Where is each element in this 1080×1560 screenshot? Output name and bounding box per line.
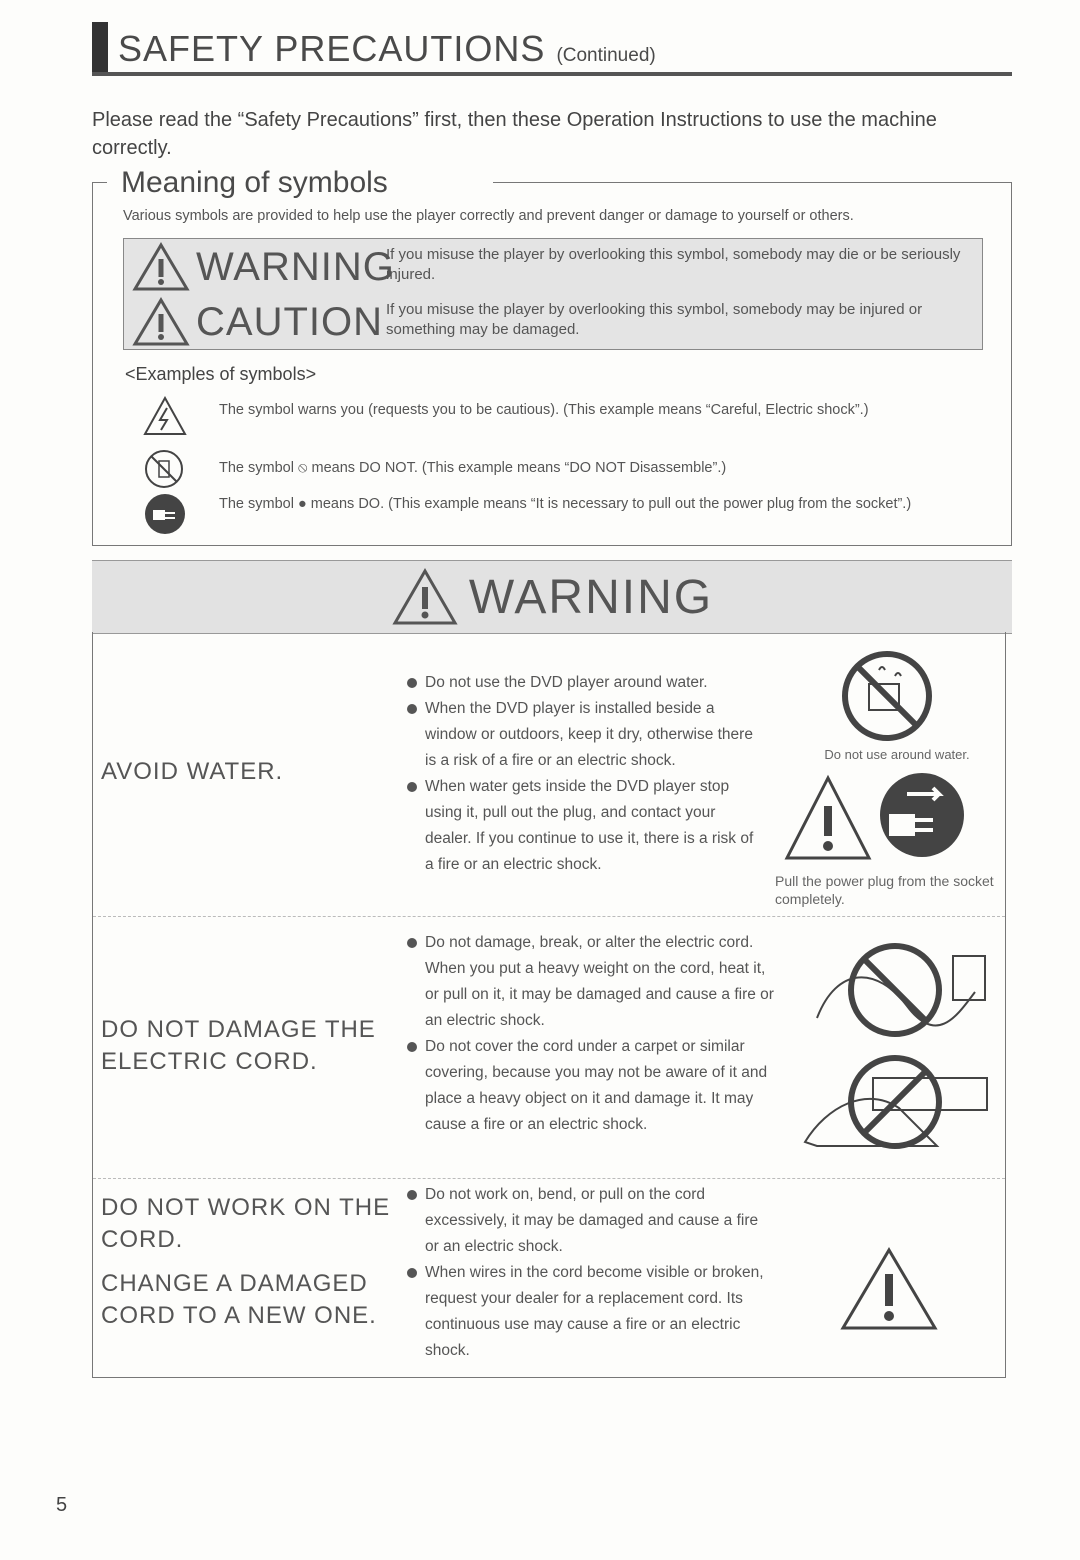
example-text-mandatory [219,494,989,514]
section-title-line: DO NOT DAMAGE THE [101,1016,376,1043]
bullet-item: When the DVD player is installed beside a window or outdoors, keep it dry, otherwise there is a risk of a fire or an electric shock. [405,696,765,774]
header-rule [92,72,1012,76]
title-suffix: (Continued) [556,45,656,66]
warning-triangle-icon [132,242,190,292]
example-text-prefix: The symbol [219,496,294,512]
warning-signal [132,243,395,291]
bullet-item: When water gets inside the DVD player stop using it, pull out the plug, and contact your dealer. If you continue to use it, there is a risk of a fire or an electric shock. [405,774,765,878]
example-text-caution: The symbol warns you (requests you to be cautious). (This example means “Careful, Electric shock”.) [219,402,869,418]
bullet-item: Do not cover the cord under a carpet or similar covering, because you may not be aware of it and place a heavy object on it and damage it. It may cause a fire or an electric shock. [405,1034,775,1138]
section-title-electric-cord [101,1014,376,1078]
caution-row [124,294,982,349]
section-bullets [405,670,765,878]
example-text-prefix: The symbol [219,460,294,476]
mandatory-inline-icon: ● [297,496,307,512]
warning-sections [92,632,1006,1378]
box-rule [93,182,107,183]
bullet-item: Do not work on, bend, or pull on the cord excessively, it may be damaged and cause a fire or an electric shock. [405,1182,765,1260]
section-bullets [405,1182,765,1364]
intro-text: Please read the “Safety Precautions” first, then these Operation Instructions to use the machine correctly. [92,109,937,159]
caution-meaning: If you misuse the player by overlooking this symbol, somebody may be injured or something may be damaged. [386,301,923,338]
header-marker [92,22,108,72]
bullet-item: Do not damage, break, or alter the electric cord. When you put a heavy weight on the cord, heat it, or pull on it, it may be damaged and cause a fire or an electric shock. [405,930,775,1034]
no-disassemble-icon [143,448,185,490]
page-number: 5 [56,1494,68,1516]
warning-label: WARNING [196,244,395,289]
warning-banner-label: WARNING [468,570,714,624]
section-title-line: CORD TO A NEW ONE. [101,1302,377,1329]
section-title-line: ELECTRIC CORD. [101,1048,318,1075]
caution-signal [132,298,383,346]
warning-triangle-icon [783,774,873,862]
section-title-cord-work [101,1192,390,1332]
signal-word-table [123,238,983,350]
warning-banner [92,560,1012,634]
caution-label: CAUTION [196,299,383,344]
symbols-heading: Meaning of symbols [107,166,402,200]
unplug-icon [143,492,187,536]
title-main: SAFETY PRECAUTIONS [118,28,546,69]
title-spacer [101,1256,390,1268]
warning-triangle-icon [391,567,459,627]
cord-damage-illustration [797,936,993,1162]
bullet-item: Do not use the DVD player around water. [405,670,765,696]
caption-no-water: Do not use around water. [824,747,970,762]
warning-row [124,239,982,295]
example-text-suffix: means DO. (This example means “It is necessary to pull out the power plug from the socket”.) [310,496,912,512]
section-title-avoid-water: AVOID WATER. [101,758,284,785]
electric-shock-caution-icon [143,396,187,436]
example-text-suffix: means DO NOT. (This example means “DO NOT Disassemble”.) [311,460,727,476]
section-divider [93,916,1005,917]
warning-triangle-icon [839,1246,939,1332]
page-header [92,22,1012,80]
caption-unplug: Pull the power plug from the socket completely. [775,873,994,907]
prohibition-inline-icon: ⦸ [297,460,308,476]
examples-heading: <Examples of symbols> [125,364,317,384]
example-text-prohibition [219,458,999,478]
section-title-line: CHANGE A DAMAGED [101,1270,368,1297]
bullet-item: When wires in the cord become visible or broken, request your dealer for a replacement cord. Its continuous use may cause a fire or an electric shock. [405,1260,765,1364]
section-bullets [405,930,775,1138]
box-rule [493,182,1011,183]
page-title [118,28,656,70]
unplug-icon [877,770,967,860]
warning-meaning: If you misuse the player by overlooking this symbol, somebody may die or be seriously injured. [386,246,961,283]
section-divider [93,1178,1005,1179]
symbols-description: Various symbols are provided to help use the player correctly and prevent danger or damage to yourself or others. [123,208,854,224]
caution-triangle-icon [132,297,190,347]
symbols-box [92,166,1012,546]
section-title-line: DO NOT WORK ON THE [101,1194,391,1221]
section-title-line: CORD. [101,1226,184,1253]
no-water-icon [839,648,935,744]
